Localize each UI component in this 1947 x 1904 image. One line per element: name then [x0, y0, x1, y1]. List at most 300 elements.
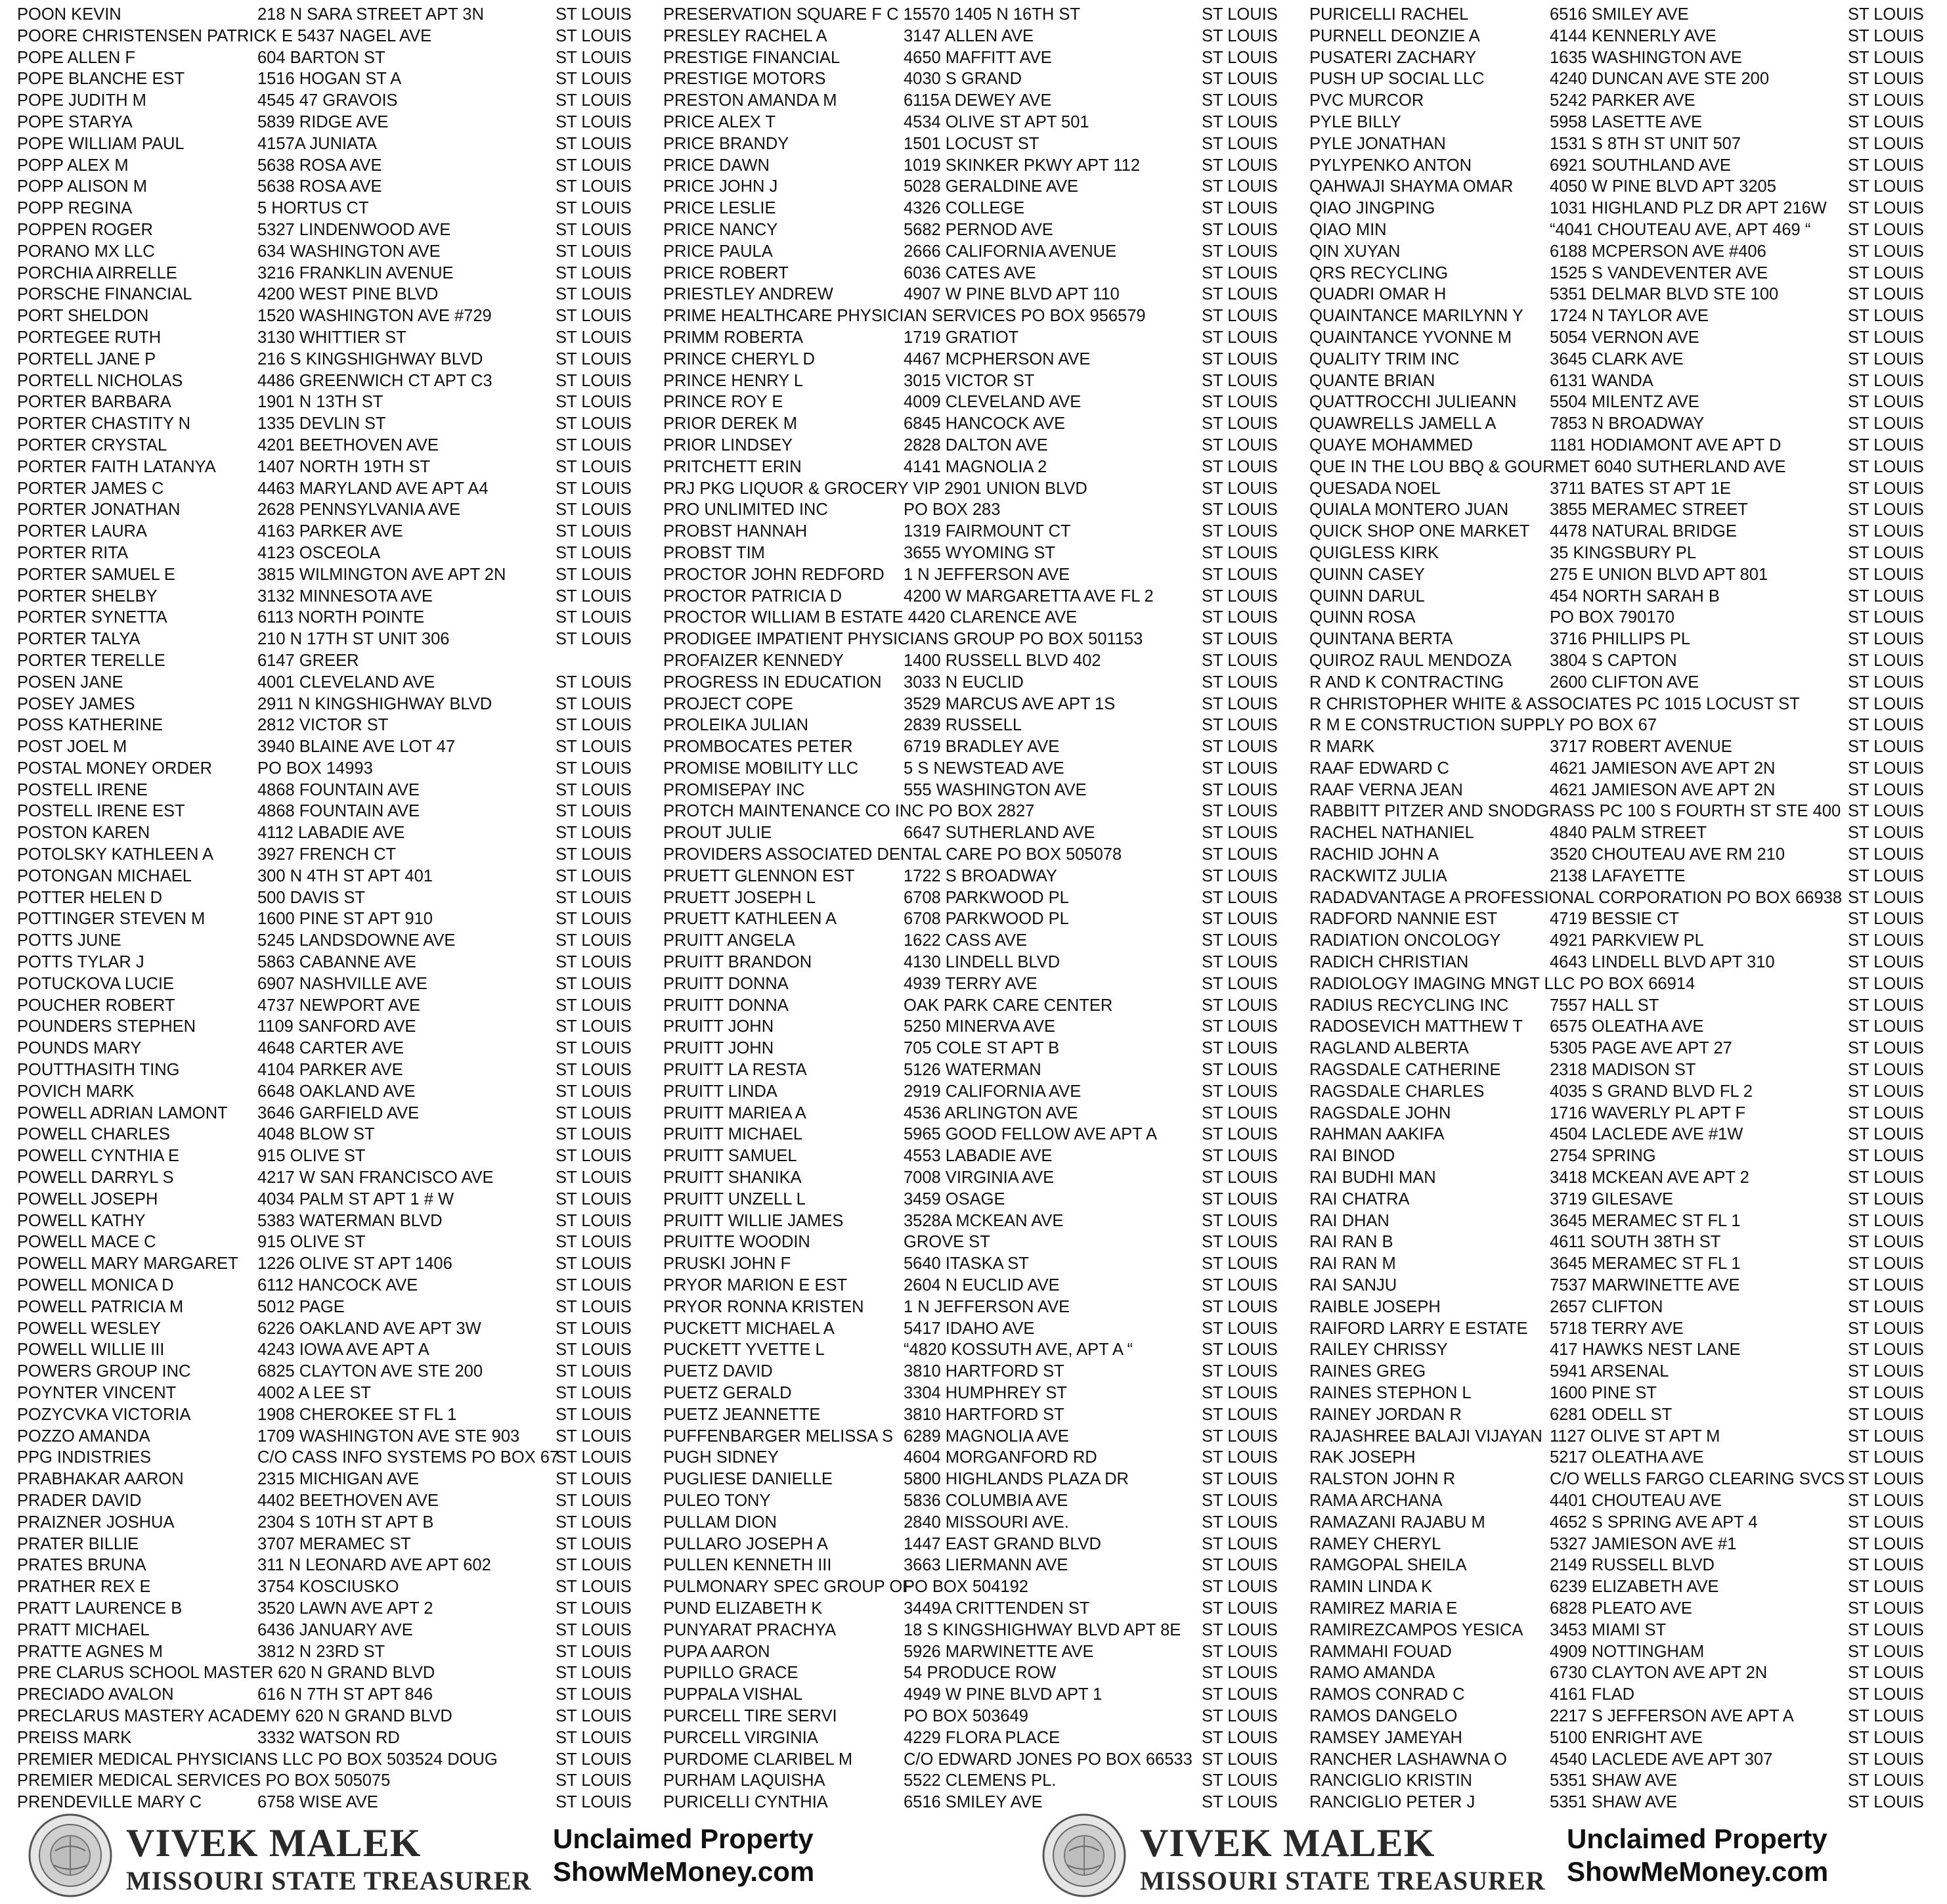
owner-city: ST LOUIS — [1202, 199, 1278, 218]
owner-city: ST LOUIS — [556, 673, 632, 692]
owner-name: PYLE JONATHAN — [1309, 134, 1446, 153]
listing-row — [1309, 327, 1947, 349]
owner-address: 4467 MCPHERSON AVE — [904, 349, 1091, 368]
owner-city: ST LOUIS — [1202, 371, 1278, 390]
owner-name: PORTER CRYSTAL — [17, 435, 167, 454]
listing-row — [1309, 930, 1947, 952]
owner-name: PURHAM LAQUISHA — [663, 1771, 825, 1790]
owner-city: ST LOUIS — [1202, 824, 1278, 843]
listing-row — [663, 844, 1312, 866]
treasurer-title: MISSOURI STATE TREASURER — [1140, 1866, 1546, 1895]
owner-address: 1724 N TAYLOR AVE — [1550, 307, 1709, 326]
owner-name: PRODIGEE IMPATIENT PHYSICIANS GROUP PO BOX 501153 — [663, 630, 1143, 649]
owner-city: ST LOUIS — [1848, 1706, 1924, 1725]
owner-city: ST LOUIS — [556, 1189, 632, 1208]
owner-name: RAI BUDHI MAN — [1309, 1168, 1436, 1187]
owner-city: ST LOUIS — [556, 1728, 632, 1747]
owner-name: PUETZ GERALD — [663, 1384, 792, 1402]
owner-name: RALSTON JOHN R — [1309, 1470, 1455, 1489]
owner-address: 5351 SHAW AVE — [1550, 1793, 1678, 1812]
owner-city: ST LOUIS — [1848, 285, 1924, 304]
owner-city: ST LOUIS — [1202, 134, 1278, 153]
owner-address: 5638 ROSA AVE — [257, 156, 382, 175]
owner-city: ST LOUIS — [1848, 824, 1924, 843]
listing-row — [1309, 1275, 1947, 1296]
owner-address: 3528A MCKEAN AVE — [904, 1211, 1064, 1230]
owner-city: ST LOUIS — [1202, 156, 1278, 175]
owner-city: ST LOUIS — [1202, 1061, 1278, 1080]
listing-row — [1309, 413, 1947, 435]
owner-city: ST LOUIS — [556, 1750, 632, 1769]
owner-city: ST LOUIS — [1848, 1728, 1924, 1747]
owner-name: PUPA AARON — [663, 1642, 770, 1661]
owner-address: 6647 SUTHERLAND AVE — [904, 824, 1095, 843]
owner-name: R MARK — [1309, 738, 1375, 757]
listing-row — [17, 1490, 666, 1512]
owner-name: PRUETT JOSEPH L — [663, 888, 816, 907]
listing-row — [1309, 1296, 1947, 1318]
owner-address: 6648 OAKLAND AVE — [257, 1082, 416, 1101]
owner-city: ST LOUIS — [1848, 953, 1924, 972]
owner-name: PORTER SYNETTA — [17, 608, 167, 627]
owner-name: POON KEVIN — [17, 5, 121, 24]
owner-address: PO BOX 14993 — [257, 759, 373, 778]
owner-name: POSEY JAMES — [17, 694, 135, 713]
listing-row — [1309, 1641, 1947, 1663]
listing-row — [663, 1038, 1312, 1059]
owner-address: 915 OLIVE ST — [257, 1233, 366, 1252]
owner-name: PRABHAKAR AARON — [17, 1470, 184, 1489]
owner-city: ST LOUIS — [1202, 349, 1278, 368]
owner-address: GROVE ST — [904, 1233, 990, 1252]
owner-city: ST LOUIS — [1848, 263, 1924, 282]
owner-name: PRUITT LA RESTA — [663, 1061, 807, 1080]
listing-row — [663, 1103, 1312, 1124]
listing-row — [17, 90, 666, 112]
owner-name: PRUETT GLENNON EST — [663, 866, 855, 885]
listing-row — [17, 801, 666, 822]
listing-row — [17, 995, 666, 1017]
owner-city: ST LOUIS — [1848, 500, 1924, 520]
listing-row — [663, 1318, 1312, 1340]
listing-row — [17, 1124, 666, 1145]
owner-city: ST LOUIS — [1848, 70, 1924, 89]
owner-name: PREMIER MEDICAL PHYSICIANS LLC PO BOX 503524 DOUG — [17, 1750, 498, 1769]
owner-address: 2304 S 10TH ST APT B — [257, 1513, 434, 1532]
owner-name: PURCELL VIRGINIA — [663, 1728, 818, 1747]
owner-address: 1719 GRATIOT — [904, 328, 1019, 347]
owner-address: 4553 LABADIE AVE — [904, 1147, 1053, 1166]
owner-name: POPP ALISON M — [17, 177, 147, 196]
owner-address: 1019 SKINKER PKWY APT 112 — [904, 156, 1141, 175]
listing-row — [17, 908, 666, 930]
owner-address: 4130 LINDELL BLVD — [904, 953, 1061, 972]
owner-city: ST LOUIS — [1848, 1276, 1924, 1295]
owner-name: PROMBOCATES PETER — [663, 738, 853, 757]
owner-city: ST LOUIS — [556, 242, 632, 261]
listing-row — [663, 952, 1312, 973]
owner-name: PUETZ DAVID — [663, 1362, 773, 1381]
owner-name: POPPEN ROGER — [17, 220, 153, 239]
listing-row — [17, 650, 666, 672]
owner-city: ST LOUIS — [1848, 1082, 1924, 1101]
listing-row — [17, 1059, 666, 1081]
treasurer-branding-right — [1041, 1807, 1947, 1904]
owner-name: QUAINTANCE MARILYNN Y — [1309, 307, 1523, 326]
unclaimed-property-listing — [0, 4, 1947, 1812]
listing-row — [663, 1253, 1312, 1275]
owner-city: ST LOUIS — [1202, 220, 1278, 239]
listing-row — [1309, 629, 1947, 650]
owner-address: 915 OLIVE ST — [257, 1147, 366, 1166]
owner-address: 1400 RUSSELL BLVD 402 — [904, 651, 1101, 670]
owner-city: ST LOUIS — [1202, 414, 1278, 433]
listing-row — [1309, 478, 1947, 500]
owner-city: ST LOUIS — [556, 91, 632, 110]
owner-address: 1520 WASHINGTON AVE #729 — [257, 307, 492, 326]
owner-city: ST LOUIS — [1202, 479, 1278, 498]
owner-city: ST LOUIS — [556, 414, 632, 433]
owner-city: ST LOUIS — [1848, 479, 1924, 498]
owner-name: QUINN DARUL — [1309, 587, 1425, 606]
owner-city: ST LOUIS — [1202, 5, 1278, 24]
owner-address: 1531 S 8TH ST UNIT 507 — [1550, 134, 1741, 153]
owner-name: PROFAIZER KENNEDY — [663, 651, 844, 670]
owner-address: 4141 MAGNOLIA 2 — [904, 457, 1047, 476]
owner-name: PORT SHELDON — [17, 307, 149, 326]
owner-name: RADIUS RECYCLING INC — [1309, 996, 1509, 1015]
owner-name: PURDOME CLARIBEL M — [663, 1750, 853, 1769]
listing-row — [1309, 1684, 1947, 1706]
owner-address: “4041 CHOUTEAU AVE, APT 469 “ — [1550, 220, 1811, 239]
listing-row — [1309, 780, 1947, 801]
owner-city: ST LOUIS — [1202, 91, 1278, 110]
owner-address: 6825 CLAYTON AVE STE 200 — [257, 1362, 483, 1381]
owner-address: 1335 DEVLIN ST — [257, 414, 386, 433]
owner-address: 1525 S VANDEVENTER AVE — [1550, 263, 1768, 282]
owner-name: RAI DHAN — [1309, 1211, 1389, 1230]
owner-address: 210 N 17TH ST UNIT 306 — [257, 630, 450, 649]
owner-address: 4478 NATURAL BRIDGE — [1550, 522, 1737, 541]
owner-city: ST LOUIS — [1848, 1405, 1924, 1424]
owner-address: 3663 LIERMANN AVE — [904, 1556, 1068, 1575]
listing-row — [1309, 564, 1947, 586]
listing-row — [17, 1404, 666, 1426]
owner-address: PO BOX 503649 — [904, 1706, 1028, 1725]
owner-name: POUCHER ROBERT — [17, 996, 175, 1015]
owner-address: 1127 OLIVE ST APT M — [1550, 1427, 1720, 1446]
owner-name: QUANTE BRIAN — [1309, 371, 1435, 390]
owner-city: ST LOUIS — [556, 1491, 632, 1510]
listing-row — [663, 435, 1312, 456]
owner-name: PUCKETT YVETTE L — [663, 1340, 825, 1360]
listing-row — [663, 1189, 1312, 1210]
owner-city: ST LOUIS — [556, 48, 632, 67]
owner-city: ST LOUIS — [1202, 1534, 1278, 1553]
owner-address: 3754 KOSCIUSKO — [257, 1578, 399, 1597]
owner-city: ST LOUIS — [556, 953, 632, 972]
owner-name: RADOSEVICH MATTHEW T — [1309, 1017, 1523, 1036]
owner-name: RAINES GREG — [1309, 1362, 1426, 1381]
owner-name: RAMOS DANGELO — [1309, 1706, 1458, 1725]
owner-name: PRICE ALEX T — [663, 112, 776, 131]
owner-address: 6828 PLEATO AVE — [1550, 1599, 1692, 1618]
listing-column-2 — [663, 4, 1312, 1813]
listing-row — [1309, 1145, 1947, 1167]
owner-city: ST LOUIS — [556, 996, 632, 1015]
owner-city: ST LOUIS — [556, 1599, 632, 1618]
owner-name: PROJECT COPE — [663, 694, 793, 713]
owner-city: ST LOUIS — [556, 1125, 632, 1144]
owner-address: 5351 SHAW AVE — [1550, 1771, 1678, 1790]
listing-row — [1309, 1490, 1947, 1512]
owner-address: 3449A CRITTENDEN ST — [904, 1599, 1090, 1618]
owner-city: ST LOUIS — [1202, 1039, 1278, 1058]
owner-city: ST LOUIS — [556, 587, 632, 606]
listing-row — [17, 780, 666, 801]
owner-name: POTTER HELEN D — [17, 888, 163, 907]
owner-city: ST LOUIS — [1848, 1491, 1924, 1510]
owner-name: POSTELL IRENE EST — [17, 802, 185, 821]
listing-row — [17, 1727, 666, 1749]
listing-row — [17, 305, 666, 327]
owner-name: PULLEN KENNETH III — [663, 1556, 832, 1575]
owner-name: PRINCE ROY E — [663, 393, 783, 412]
owner-city: ST LOUIS — [1848, 630, 1924, 649]
owner-name: PROCTOR WILLIAM B ESTATE 4420 CLARENCE AVE — [663, 608, 1078, 627]
owner-name: QUAYE MOHAMMED — [1309, 435, 1473, 454]
owner-name: RACKWITZ JULIA — [1309, 866, 1447, 885]
owner-city: ST LOUIS — [556, 500, 632, 520]
owner-name: PRUITT UNZELL L — [663, 1189, 806, 1208]
owner-name: RAMSEY JAMEYAH — [1309, 1728, 1462, 1747]
owner-address: 4157A JUNIATA — [257, 134, 377, 153]
listing-row — [1309, 155, 1947, 177]
owner-city: ST LOUIS — [556, 1061, 632, 1080]
listing-row — [17, 542, 666, 564]
owner-name: PRUITT LINDA — [663, 1082, 777, 1101]
listing-row — [1309, 1706, 1947, 1727]
owner-name: RAMGOPAL SHEILA — [1309, 1556, 1467, 1575]
owner-city: ST LOUIS — [1202, 802, 1278, 821]
owner-city: ST LOUIS — [556, 780, 632, 799]
listing-row — [663, 26, 1312, 47]
listing-row — [17, 1576, 666, 1598]
owner-name: RAI CHATRA — [1309, 1189, 1410, 1208]
owner-address: 6131 WANDA — [1550, 371, 1653, 390]
owner-address: 3855 MERAMEC STREET — [1550, 500, 1748, 520]
listing-row — [17, 1016, 666, 1038]
owner-city: ST LOUIS — [1202, 543, 1278, 562]
owner-name: RAMOS CONRAD C — [1309, 1685, 1465, 1704]
owner-name: PRIME HEALTHCARE PHYSICIAN SERVICES PO BOX 956579 — [663, 307, 1146, 326]
owner-address: 7853 N BROADWAY — [1550, 414, 1705, 433]
listing-row — [663, 629, 1312, 650]
owner-address: 2318 MADISON ST — [1550, 1061, 1696, 1080]
listing-row — [17, 1662, 666, 1684]
owner-address: 5305 PAGE AVE APT 27 — [1550, 1039, 1732, 1058]
listing-row — [663, 370, 1312, 392]
owner-city: ST LOUIS — [1848, 1578, 1924, 1597]
owner-name: POTONGAN MICHAEL — [17, 866, 192, 885]
listing-row — [1309, 1339, 1947, 1361]
owner-address: 7537 MARWINETTE AVE — [1550, 1276, 1740, 1295]
listing-row — [17, 1361, 666, 1383]
owner-name: PORTELL NICHOLAS — [17, 371, 183, 390]
owner-name: RADIOLOGY IMAGING MNGT LLC PO BOX 66914 — [1309, 974, 1695, 993]
owner-city: ST LOUIS — [556, 716, 632, 735]
owner-name: POPE ALLEN F — [17, 48, 135, 67]
owner-address: 35 KINGSBURY PL — [1550, 543, 1697, 562]
owner-city: ST LOUIS — [556, 307, 632, 326]
listing-row — [17, 499, 666, 521]
owner-name: PRESTIGE MOTORS — [663, 70, 826, 89]
owner-name: RAINES STEPHON L — [1309, 1384, 1472, 1402]
owner-address: 5100 ENRIGHT AVE — [1550, 1728, 1703, 1747]
listing-row — [17, 844, 666, 866]
owner-address: 1716 WAVERLY PL APT F — [1550, 1103, 1746, 1122]
owner-name: RAK JOSEPH — [1309, 1448, 1416, 1467]
listing-row — [17, 607, 666, 629]
owner-name: POWELL KATHY — [17, 1211, 146, 1230]
owner-city: ST LOUIS — [1202, 1297, 1278, 1316]
listing-row — [17, 1231, 666, 1253]
listing-row — [17, 1167, 666, 1189]
listing-row — [17, 586, 666, 608]
owner-name: POUTTHASITH TING — [17, 1061, 180, 1080]
owner-name: POWELL ADRIAN LAMONT — [17, 1103, 228, 1122]
owner-city: ST LOUIS — [1848, 931, 1924, 950]
owner-city: ST LOUIS — [1848, 1103, 1924, 1122]
owner-name: PORTER JONATHAN — [17, 500, 181, 520]
listing-row — [663, 607, 1312, 629]
listing-row — [1309, 1727, 1947, 1749]
owner-name: RAGLAND ALBERTA — [1309, 1039, 1469, 1058]
owner-address: 705 COLE ST APT B — [904, 1039, 1060, 1058]
listing-row — [663, 736, 1312, 758]
listing-row — [663, 241, 1312, 263]
owner-city: ST LOUIS — [1202, 608, 1278, 627]
owner-address: 604 BARTON ST — [257, 48, 385, 67]
listing-row — [663, 263, 1312, 284]
owner-address: 2812 VICTOR ST — [257, 716, 389, 735]
owner-name: PRIOR DEREK M — [663, 414, 798, 433]
owner-name: RAJASHREE BALAJI VIJAYAN — [1309, 1427, 1542, 1446]
listing-row — [1309, 995, 1947, 1017]
owner-city: ST LOUIS — [556, 479, 632, 498]
owner-name: PROCTOR JOHN REDFORD — [663, 565, 885, 584]
owner-city: ST LOUIS — [1848, 565, 1924, 584]
listing-row — [1309, 521, 1947, 542]
owner-name: PRUITT DONNA — [663, 996, 789, 1015]
owner-city: ST LOUIS — [1848, 543, 1924, 562]
owner-name: RAGSDALE CHARLES — [1309, 1082, 1485, 1101]
owner-city: ST LOUIS — [556, 1147, 632, 1166]
owner-address: 3645 MERAMEC ST FL 1 — [1550, 1211, 1741, 1230]
owner-name: PRIOR LINDSEY — [663, 435, 793, 454]
owner-address: 3453 MIAMI ST — [1550, 1620, 1667, 1639]
owner-city: ST LOUIS — [1848, 242, 1924, 261]
listing-row — [17, 263, 666, 284]
owner-city: ST LOUIS — [556, 112, 632, 131]
owner-address: 5839 RIDGE AVE — [257, 112, 389, 131]
owner-address: 3707 MERAMEC ST — [257, 1534, 411, 1553]
owner-address: 5242 PARKER AVE — [1550, 91, 1695, 110]
listing-row — [1309, 1167, 1947, 1189]
listing-row — [663, 1339, 1312, 1361]
listing-row — [663, 1383, 1312, 1404]
owner-city: ST LOUIS — [556, 263, 632, 282]
owner-city: ST LOUIS — [1202, 1233, 1278, 1252]
owner-name: PRITCHETT ERIN — [663, 457, 802, 476]
owner-address: OAK PARK CARE CENTER — [904, 996, 1113, 1015]
owner-name: POWELL WILLIE III — [17, 1340, 165, 1360]
owner-address: 4604 MORGANFORD RD — [904, 1448, 1097, 1467]
owner-address: 5327 LINDENWOOD AVE — [257, 220, 451, 239]
owner-address: 417 HAWKS NEST LANE — [1550, 1340, 1741, 1360]
owner-address: 4719 BESSIE CT — [1550, 910, 1680, 929]
owner-city: ST LOUIS — [1848, 371, 1924, 390]
owner-city: ST LOUIS — [1848, 1685, 1924, 1704]
listing-row — [1309, 694, 1947, 715]
owner-name: QAHWAJI SHAYMA OMAR — [1309, 177, 1514, 196]
owner-name: PRUSKI JOHN F — [663, 1254, 791, 1273]
owner-name: PRUITT MARIEA A — [663, 1103, 806, 1122]
listing-row — [1309, 1361, 1947, 1383]
owner-address: 4907 W PINE BLVD APT 110 — [904, 285, 1120, 304]
owner-address: 5836 COLUMBIA AVE — [904, 1491, 1068, 1510]
listing-row — [1309, 1231, 1947, 1253]
owner-address: 4243 IOWA AVE APT A — [257, 1340, 429, 1360]
owner-name: PROBST HANNAH — [663, 522, 808, 541]
owner-name: RAMAZANI RAJABU M — [1309, 1513, 1485, 1532]
owner-address: C/O EDWARD JONES PO BOX 66533 — [904, 1750, 1192, 1769]
owner-city: ST LOUIS — [1202, 910, 1278, 929]
owner-city: ST LOUIS — [1848, 522, 1924, 541]
listing-row — [663, 822, 1312, 844]
owner-city: ST LOUIS — [1848, 802, 1924, 821]
owner-name: PUETZ JEANNETTE — [663, 1405, 821, 1424]
owner-address: 1908 CHEROKEE ST FL 1 — [257, 1405, 457, 1424]
listing-row — [663, 1145, 1312, 1167]
owner-address: 5217 OLEATHA AVE — [1550, 1448, 1704, 1467]
owner-city: ST LOUIS — [1202, 1405, 1278, 1424]
owner-address: 300 N 4TH ST APT 401 — [257, 866, 433, 885]
owner-city: ST LOUIS — [1202, 328, 1278, 347]
owner-city: ST LOUIS — [1848, 1039, 1924, 1058]
listing-row — [1309, 1253, 1947, 1275]
listing-row — [1309, 1620, 1947, 1641]
owner-address: 3459 OSAGE — [904, 1189, 1005, 1208]
owner-address: 7008 VIRGINIA AVE — [904, 1168, 1055, 1187]
owner-city: ST LOUIS — [1848, 1599, 1924, 1618]
owner-address: 4737 NEWPORT AVE — [257, 996, 421, 1015]
listing-row — [17, 370, 666, 392]
listing-row — [663, 930, 1312, 952]
owner-address: 2657 CLIFTON — [1550, 1297, 1663, 1316]
listing-row — [17, 694, 666, 715]
owner-address: 6188 MCPERSON AVE #406 — [1550, 242, 1766, 261]
listing-row — [1309, 1016, 1947, 1038]
owner-city: ST LOUIS — [556, 1513, 632, 1532]
owner-name: PRO UNLIMITED INC — [663, 500, 828, 520]
owner-address: 4326 COLLEGE — [904, 199, 1025, 218]
owner-address: 6845 HANCOCK AVE — [904, 414, 1066, 433]
listing-row — [1309, 370, 1947, 392]
owner-city: ST LOUIS — [1848, 587, 1924, 606]
listing-row — [663, 1210, 1312, 1232]
listing-row — [663, 586, 1312, 608]
